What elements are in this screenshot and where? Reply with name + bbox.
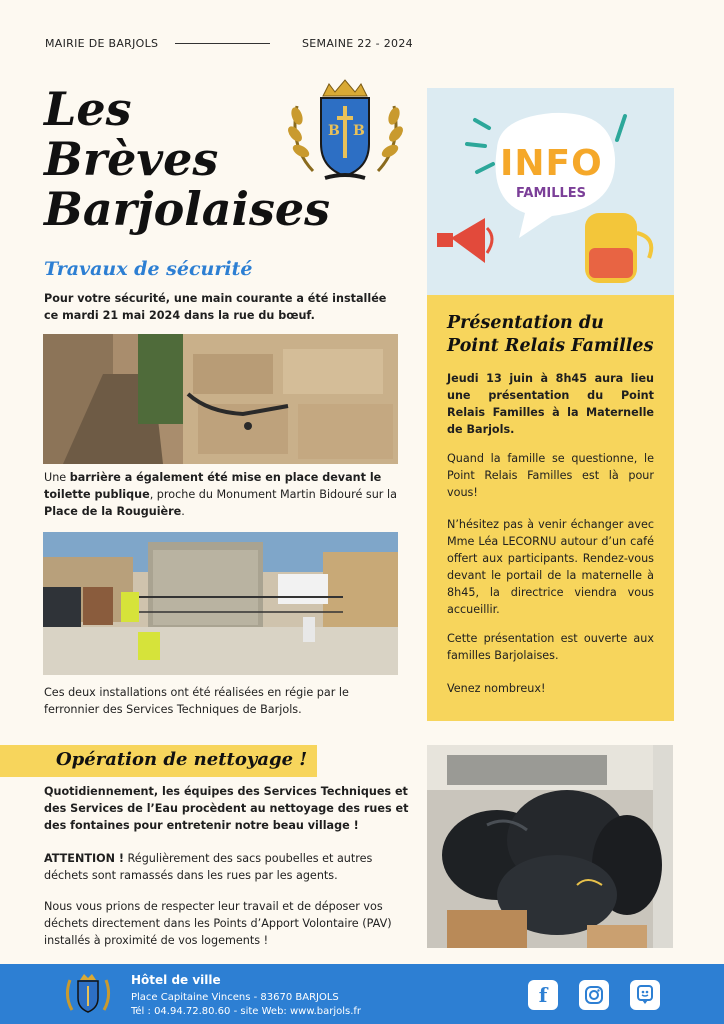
- title-line-1: Les: [44, 82, 132, 136]
- photo-barrier: [43, 532, 398, 675]
- footer-address: Place Capitaine Vincens - 83670 BARJOLS: [131, 992, 339, 1003]
- mairie-label: MAIRIE DE BARJOLS: [45, 37, 159, 50]
- footer: [0, 964, 724, 1024]
- travaux-barrier-text: [44, 469, 400, 520]
- travaux-heading: Travaux de sécurité: [44, 258, 253, 280]
- instagram-icon[interactable]: [579, 980, 609, 1010]
- facebook-icon[interactable]: f: [528, 980, 558, 1010]
- attention-label: ATTENTION !: [44, 852, 124, 865]
- travaux-conclusion: Ces deux installations ont été réalisées en régie par le ferronnier des Services Techniques de Barjols.: [44, 686, 349, 716]
- app-icon[interactable]: [630, 980, 660, 1010]
- info-p1: Jeudi 13 juin à 8h45 aura lieu une présentation du Point Relais Familles à la Maternelle de Barjols.: [447, 372, 654, 436]
- crest-letter-left: B: [328, 123, 340, 139]
- header-rule: [175, 43, 270, 44]
- photo-handrail: [43, 334, 398, 464]
- info-p5: Venez nombreux!: [447, 682, 546, 695]
- nettoyage-attention: [44, 850, 416, 884]
- footer-contact: Tél : 04.94.72.80.60 - site Web: www.barjols.fr: [131, 1006, 362, 1017]
- travaux-intro: Pour votre sécurité, une main courante a été installée ce mardi 21 mai 2024 dans la rue du bœuf.: [44, 292, 387, 322]
- title-line-3: Barjolaises: [44, 182, 331, 236]
- info-bubble-title: INFO: [500, 143, 603, 184]
- barjols-crest-icon: [283, 76, 408, 188]
- photo-trash-bags: [427, 745, 673, 948]
- info-bubble-subtitle: FAMILLES: [516, 186, 587, 201]
- info-heading: Présentation du Point Relais Familles: [447, 313, 654, 356]
- barrier-text-bold-2: Place de la Rouguière: [44, 505, 182, 518]
- nettoyage-request: Nous vous prions de respecter leur travail et de déposer vos déchets directement dans les Points d’Apport Volontaire (PAV) installés à proximité de vos logements !: [44, 900, 392, 947]
- attention-text: Régulièrement des sacs poubelles et autres déchets sont ramassés dans les rues par les agents.: [44, 852, 373, 882]
- info-p2: Quand la famille se questionne, le Point Relais Familles est là pour vous!: [447, 452, 654, 499]
- barrier-text-bold-1: barrière a également été mise en place devant le toilette publique: [44, 471, 382, 501]
- footer-title: Hôtel de ville: [131, 973, 221, 987]
- barrier-text-2: , proche du Monument Martin Bidouré sur la: [149, 488, 397, 501]
- crest-letter-right: B: [353, 123, 365, 139]
- barrier-text-1: Une: [44, 471, 70, 484]
- info-p4: Cette présentation est ouverte aux familles Barjolaises.: [447, 632, 654, 662]
- title-line-2: Brèves: [44, 132, 219, 186]
- info-p3: N’hésitez pas à venir échanger avec Mme Léa LECORNU autour d’un café offert aux participants. Rendez-vous devant le portail de la maternelle à 8h45, la directrice viendra vous accueillir.: [447, 518, 654, 616]
- nettoyage-intro: Quotidiennement, les équipes des Services Techniques et des Services de l’Eau procèdent au nettoyage des rues et des fontaines pour entretenir notre beau village !: [44, 785, 409, 832]
- nettoyage-heading: Opération de nettoyage !: [56, 749, 308, 770]
- week-label: SEMAINE 22 - 2024: [302, 37, 413, 50]
- barrier-text-3: .: [181, 505, 185, 518]
- footer-crest-icon: [64, 972, 112, 1016]
